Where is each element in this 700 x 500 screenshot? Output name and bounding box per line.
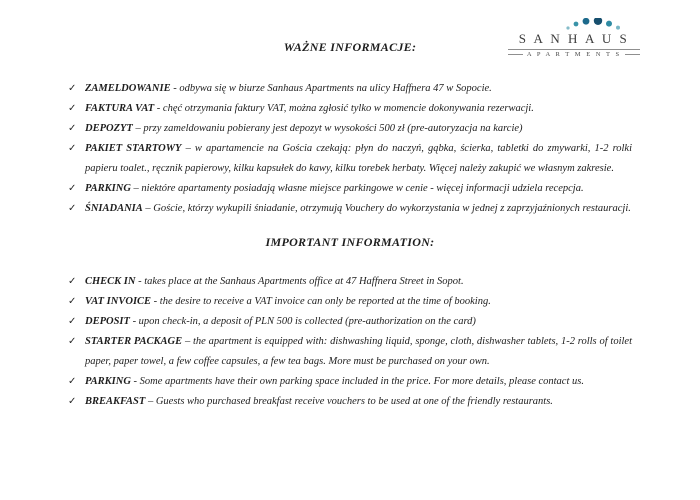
item-keyword: VAT INVOICE	[85, 296, 152, 307]
item-text: - Some apartments have their own parking space included in the price. For more details, please contact us.	[133, 376, 584, 387]
sanhaus-logo	[508, 18, 640, 58]
item-text: – niektóre apartamenty posiadają własne miejsce parkingowe w cenie - więcej informacji udziela recepcja.	[133, 183, 584, 194]
list-item-pakiet-startowy	[68, 139, 632, 179]
checkmark-icon: ✓	[68, 336, 77, 347]
logo-dots-arc-icon	[508, 18, 640, 31]
list-item-check-in	[68, 272, 632, 292]
item-text: - the desire to receive a VAT invoice can only be reported at the time of booking.	[153, 296, 491, 307]
item-keyword: DEPOZYT	[85, 123, 133, 134]
list-item-faktura-vat	[68, 99, 632, 119]
info-list-pl	[0, 79, 700, 219]
checkmark-icon: ✓	[68, 123, 77, 134]
logo-subtitle-row	[508, 51, 640, 58]
checkmark-icon: ✓	[68, 203, 77, 214]
checkmark-icon: ✓	[68, 316, 77, 327]
item-keyword: BREAKFAST	[85, 396, 146, 407]
list-item-vat-invoice	[68, 292, 632, 312]
logo-subtitle: A P A R T M E N T S	[526, 51, 622, 58]
checkmark-icon: ✓	[68, 396, 77, 407]
item-keyword: ZAMELDOWANIE	[85, 83, 171, 94]
item-keyword: PARKING	[85, 183, 131, 194]
list-item-parking-en	[68, 372, 632, 392]
item-keyword: DEPOSIT	[85, 316, 130, 327]
item-text: - chęć otrzymania faktury VAT, można zgłosić tylko w momencie dokonywania rezerwacji.	[156, 103, 534, 114]
item-keyword: STARTER PACKAGE	[85, 336, 183, 347]
checkmark-icon: ✓	[68, 83, 77, 94]
info-list-en	[0, 272, 700, 412]
section-title-pl: WAŻNE INFORMACJE:	[283, 40, 417, 54]
checkmark-icon: ✓	[68, 183, 77, 194]
item-keyword: PAKIET STARTOWY	[85, 143, 182, 154]
item-text: – Goście, którzy wykupili śniadanie, otrzymują Vouchery do wykorzystania w jednej z zaprzyjaźnionych restauracji.	[145, 203, 631, 214]
checkmark-icon: ✓	[68, 376, 77, 387]
item-keyword: ŚNIADANIA	[85, 203, 143, 214]
checkmark-icon: ✓	[68, 103, 77, 114]
logo-wordmark: S A N H A U S	[508, 31, 640, 50]
list-item-parking-pl	[68, 179, 632, 199]
item-text: - takes place at the Sanhaus Apartments office at 47 Haffnera Street in Sopot.	[138, 276, 464, 287]
item-text: – Guests who purchased breakfast receive vouchers to be used at one of the friendly restaurants.	[147, 396, 553, 407]
list-item-starter-package	[68, 332, 632, 372]
item-keyword: PARKING	[85, 376, 131, 387]
checkmark-icon: ✓	[68, 143, 77, 154]
section-title-en: IMPORTANT INFORMATION:	[265, 235, 435, 249]
checkmark-icon: ✓	[68, 276, 77, 287]
item-text: – przy zameldowaniu pobierany jest depozyt w wysokości 500 zł (pre-autoryzacja na karcie)	[135, 123, 523, 134]
list-item-sniadania	[68, 199, 632, 219]
logo-rule-right	[625, 54, 640, 55]
list-item-breakfast	[68, 392, 632, 412]
item-text: – the apartment is equipped with: dishwashing liquid, sponge, cloth, dishwasher tablets, 1-2 rolls of toilet paper, paper towel, a few coffee capsules, a few tea bags. More must be purchased on your own.	[85, 336, 632, 367]
list-item-zameldowanie	[68, 79, 632, 99]
item-text: - upon check-in, a deposit of PLN 500 is collected (pre-authorization on the card)	[132, 316, 476, 327]
list-item-deposit	[68, 312, 632, 332]
item-keyword: CHECK IN	[85, 276, 136, 287]
checkmark-icon: ✓	[68, 296, 77, 307]
item-text: – w apartamencie na Gościa czekają: płyn do naczyń, gąbka, ścierka, tabletki do zmywarki, 1-2 rolki papieru toalet., ręcznik papierowy, kilku kapsułek do kawy, kilku torebek herbaty. Więcej należy zakupić we własnym zakresie.	[85, 143, 633, 174]
logo-rule-left	[508, 54, 523, 55]
list-item-depozyt	[68, 119, 632, 139]
item-text: - odbywa się w biurze Sanhaus Apartments na ulicy Haffnera 47 w Sopocie.	[173, 83, 492, 94]
item-keyword: FAKTURA VAT	[85, 103, 155, 114]
